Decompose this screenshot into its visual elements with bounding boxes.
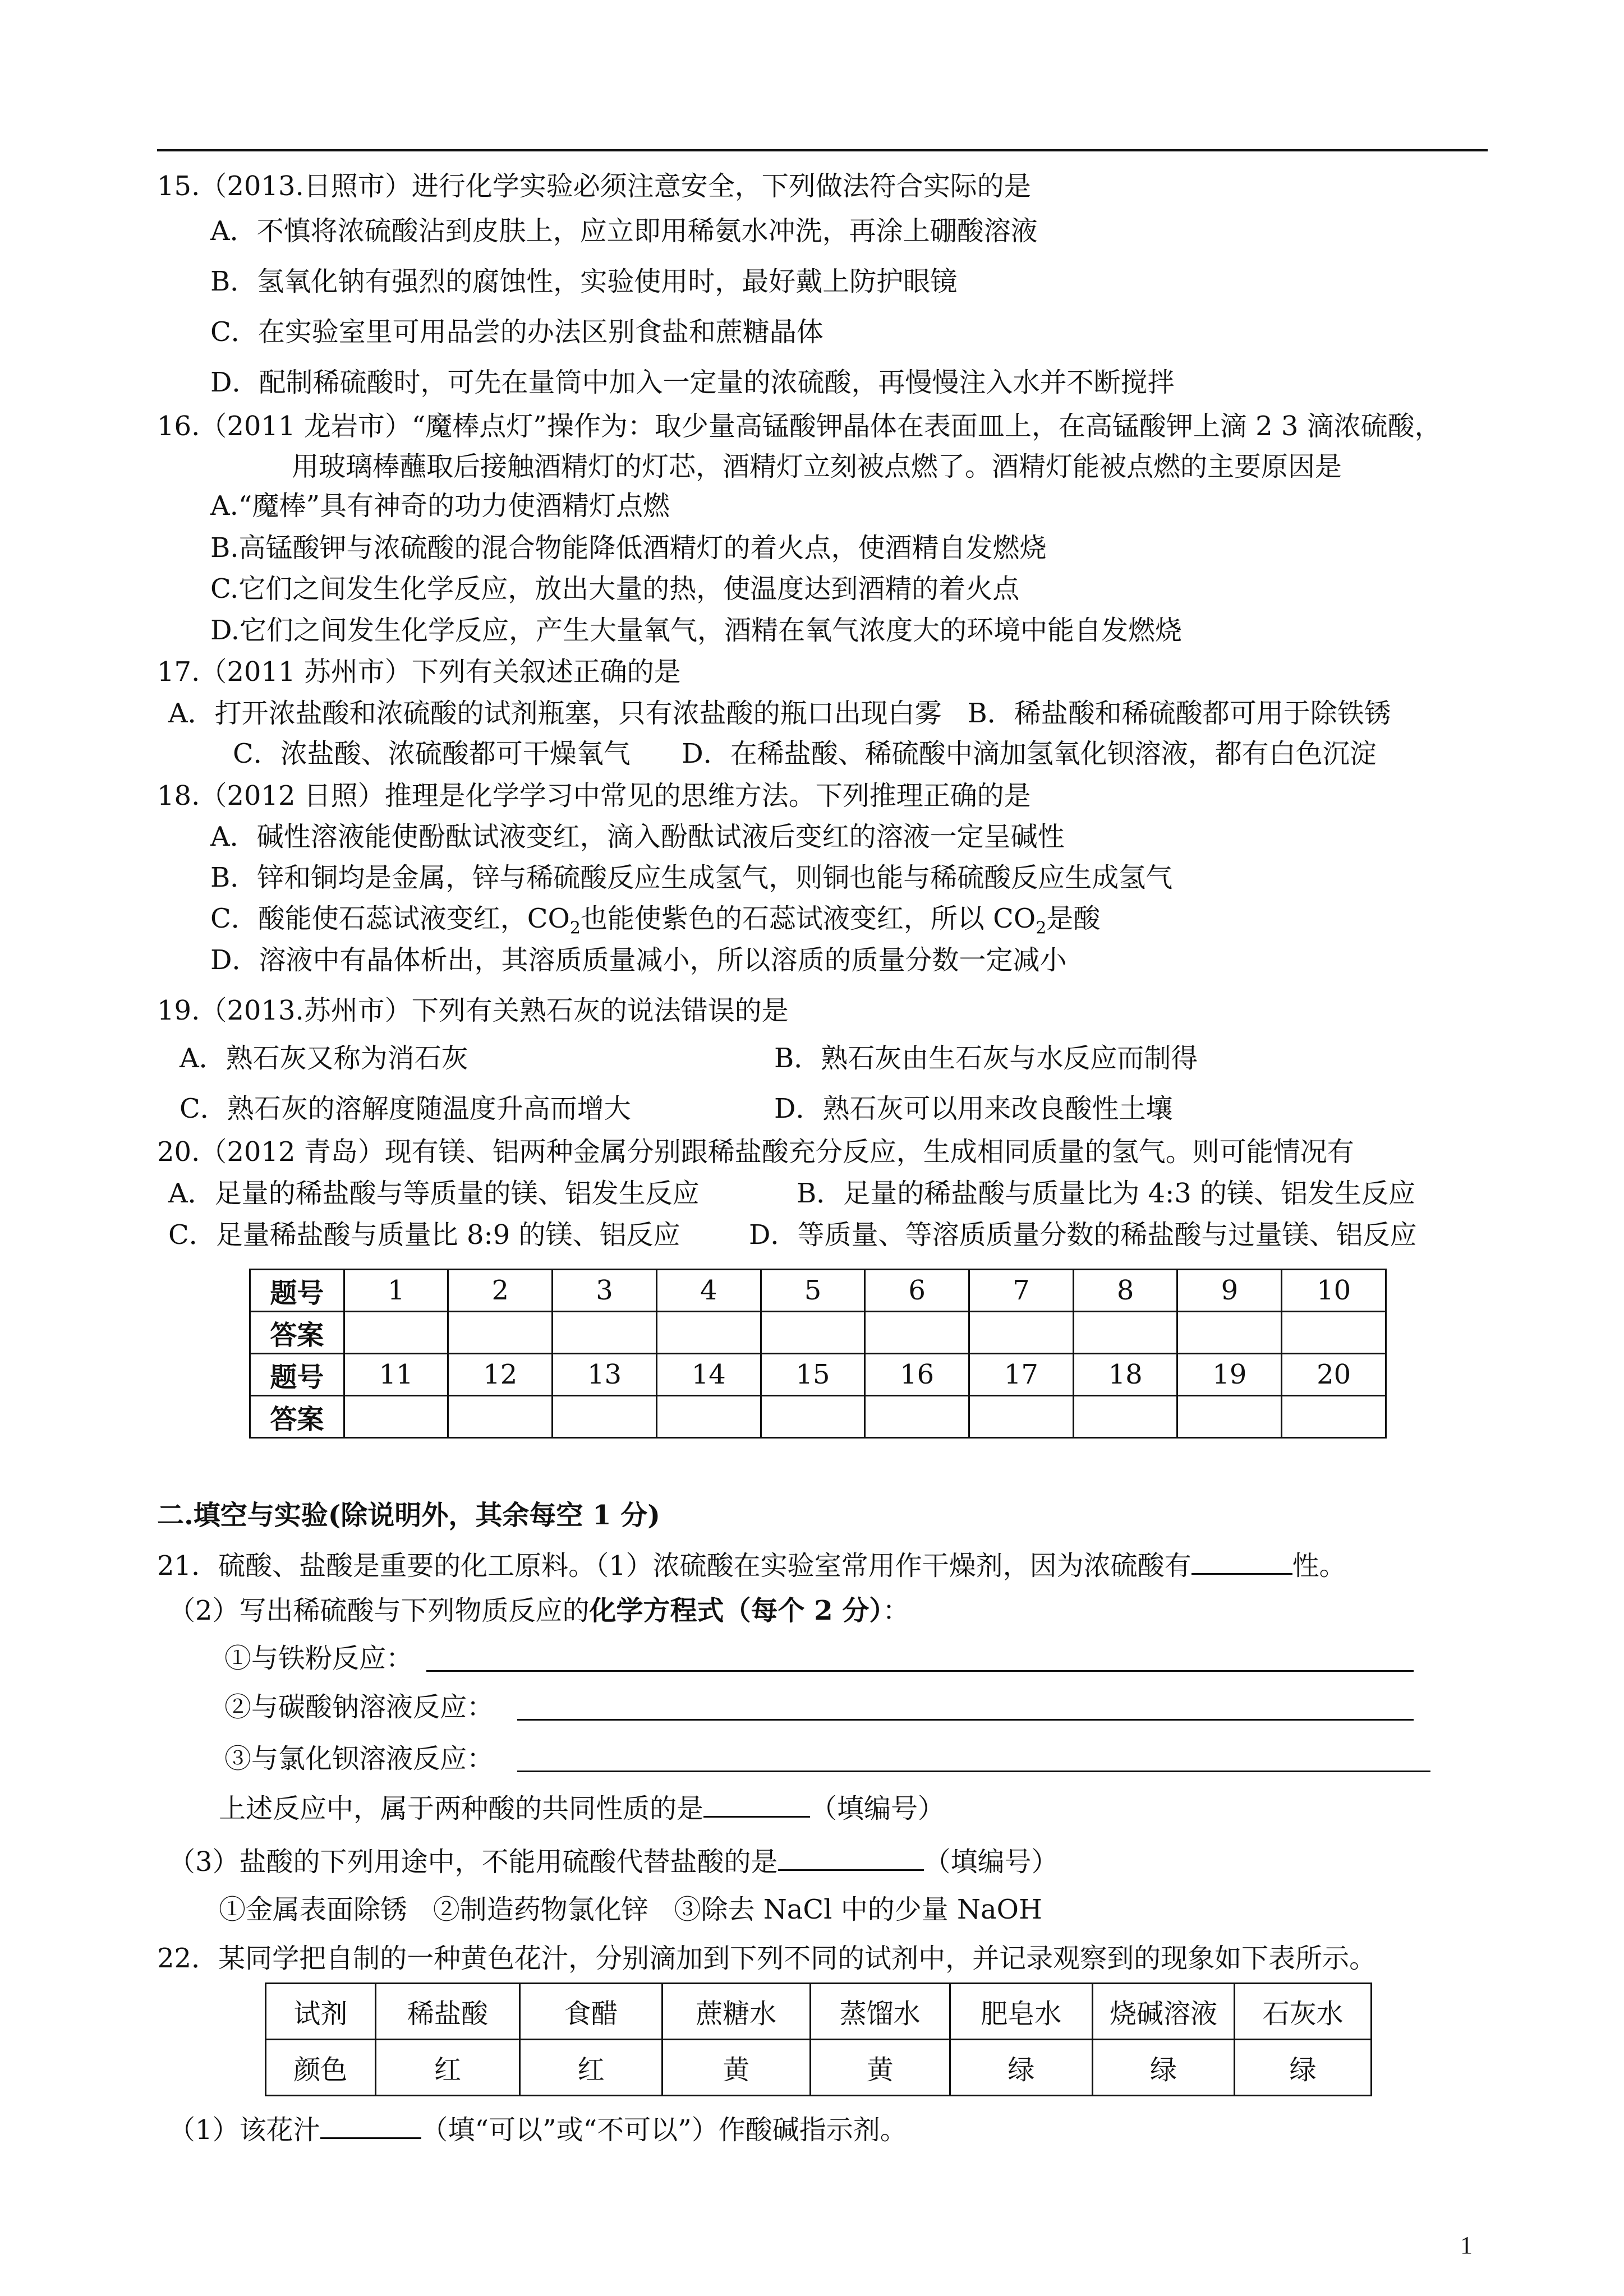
q15-stem: 15.（2013.日照市）进行化学实验必须注意安全，下列做法符合实际的是 [157, 170, 1031, 202]
q20-stem: 20.（2012 青岛）现有镁、铝两种金属分别跟稀盐酸充分反应，生成相同质量的氢气。则可能情况有 [157, 1136, 1354, 1168]
section2-heading: 二.填空与实验(除说明外，其余每空 1 分) [157, 1500, 660, 1531]
answer-cell[interactable] [969, 1312, 1074, 1354]
qnum-cell: 17 [969, 1354, 1074, 1396]
q20-option-c: C．足量稀盐酸与质量比 8:9 的镁、铝反应 [168, 1219, 680, 1251]
q21-uses: ①金属表面除锈 ②制造药物氯化锌 ③除去 NaCl 中的少量 NaOH [219, 1894, 1042, 1925]
q17-options-cd: C．浓盐酸、浓硫酸都可干燥氧气 D．在稀盐酸、稀硫酸中滴加氢氧化钡溶液，都有白色沉淀 [233, 738, 1377, 769]
table-row [266, 1984, 1372, 2040]
q21-part2 [168, 1593, 909, 1629]
qnum-cell: 14 [656, 1354, 761, 1396]
q18-c-sub1: 2 [569, 918, 581, 938]
answer-cell[interactable] [448, 1312, 553, 1354]
q18-c-part2: 也能使紫色的石蕊试液变红，所以 CO [580, 903, 1036, 934]
q21-reaction2-label: ②与碳酸钠溶液反应： [224, 1691, 494, 1723]
q21-reaction3-label: ③与氯化钡溶液反应： [224, 1743, 494, 1774]
qnum-cell: 1 [344, 1270, 448, 1312]
q21-stem-end: 性。 [1292, 1550, 1346, 1582]
qnum-cell: 11 [344, 1354, 448, 1396]
q22-part1-pre: （1）该花汁 [168, 2114, 320, 2146]
answer-cell[interactable] [656, 1312, 761, 1354]
qnum-cell: 12 [448, 1354, 553, 1396]
answer-cell[interactable] [448, 1396, 553, 1438]
q21-common-pre: 上述反应中，属于两种酸的共同性质的是 [219, 1793, 704, 1824]
qnum-label: 题号 [250, 1354, 344, 1396]
qnum-cell: 13 [553, 1354, 657, 1396]
q21-stem [157, 1546, 1346, 1584]
q18-option-a: A．碱性溶液能使酚酞试液变红，滴入酚酞试液后变红的溶液一定呈碱性 [210, 821, 1065, 852]
qnum-cell: 15 [761, 1354, 865, 1396]
q20-option-b: B．足量的稀盐酸与质量比为 4:3 的镁、铝发生反应 [797, 1178, 1416, 1209]
answer-cell[interactable] [969, 1396, 1074, 1438]
answer-table [249, 1269, 1387, 1439]
answer-cell[interactable] [761, 1396, 865, 1438]
answer-cell[interactable] [1282, 1396, 1386, 1438]
reagent-cell: 烧碱溶液 [1092, 1984, 1235, 2040]
q21-common-post: （填编号） [810, 1793, 945, 1824]
q21-part2-post: ： [882, 1595, 910, 1626]
q15-option-b: B．氢氧化钠有强烈的腐蚀性，实验使用时，最好戴上防护眼镜 [210, 266, 958, 297]
q21-blank-part3[interactable] [778, 1842, 924, 1871]
q19-option-a: A．熟石灰又称为消石灰 [180, 1043, 468, 1074]
answer-cell[interactable] [344, 1396, 448, 1438]
answer-cell[interactable] [1073, 1312, 1177, 1354]
q21-reaction3-blank[interactable] [517, 1771, 1430, 1772]
color-cell: 绿 [1235, 2040, 1372, 2096]
answer-cell[interactable] [1282, 1312, 1386, 1354]
q21-reaction1-label: ①与铁粉反应： [224, 1643, 413, 1674]
q21-blank-common[interactable] [703, 1789, 810, 1818]
table-row [266, 2040, 1372, 2096]
answer-cell[interactable] [1177, 1396, 1282, 1438]
table-row [250, 1270, 1386, 1312]
color-cell: 红 [520, 2040, 663, 2096]
answer-cell[interactable] [1073, 1396, 1177, 1438]
q16-option-b: B.高锰酸钾与浓硫酸的混合物能降低酒精灯的着火点，使酒精自发燃烧 [210, 532, 1047, 564]
q21-part3-post: （填编号） [923, 1846, 1059, 1878]
q21-reaction1-blank[interactable] [426, 1670, 1414, 1672]
q21-common-property [219, 1789, 945, 1827]
table-row [250, 1354, 1386, 1396]
q21-stem-text: 21．硫酸、盐酸是重要的化工原料。（1）浓硫酸在实验室常用作干燥剂，因为浓硫酸有 [157, 1550, 1191, 1582]
q16-stem-line1: 16.（2011 龙岩市）“魔棒点灯”操作为：取少量高锰酸钾晶体在表面皿上，在高锰酸钾上滴 2 3 滴浓硫酸， [157, 411, 1442, 442]
answer-cell[interactable] [761, 1312, 865, 1354]
q18-option-c [210, 901, 1100, 947]
q19-option-c: C．熟石灰的溶解度随温度升高而增大 [180, 1093, 631, 1124]
color-cell: 绿 [950, 2040, 1093, 2096]
q16-option-c: C.它们之间发生化学反应，放出大量的热，使温度达到酒精的着火点 [210, 573, 1020, 605]
answer-cell[interactable] [656, 1396, 761, 1438]
qnum-cell: 2 [448, 1270, 553, 1312]
answer-label: 答案 [250, 1396, 344, 1438]
reagent-cell: 石灰水 [1235, 1984, 1372, 2040]
qnum-cell: 4 [656, 1270, 761, 1312]
q20-option-d: D．等质量、等溶质质量分数的稀盐酸与过量镁、铝反应 [749, 1219, 1417, 1251]
answer-cell[interactable] [1177, 1312, 1282, 1354]
header-rule [157, 149, 1488, 151]
q15-option-a: A．不慎将浓硫酸沾到皮肤上，应立即用稀氨水冲洗，再涂上硼酸溶液 [210, 215, 1038, 247]
page-number: 1 [1460, 2232, 1473, 2259]
answer-cell[interactable] [865, 1396, 969, 1438]
color-cell: 红 [375, 2040, 520, 2096]
qnum-cell: 10 [1282, 1270, 1386, 1312]
answer-cell[interactable] [865, 1312, 969, 1354]
reagent-cell: 肥皂水 [950, 1984, 1093, 2040]
q19-option-b: B．熟石灰由生石灰与水反应而制得 [774, 1043, 1198, 1074]
answer-label: 答案 [250, 1312, 344, 1354]
q18-c-sub2: 2 [1036, 918, 1047, 938]
q18-c-part1: C．酸能使石蕊试液变红，CO [210, 903, 570, 934]
q21-part2-bold: 化学方程式（每个 2 分） [589, 1595, 883, 1626]
q16-option-a: A.“魔棒”具有神奇的功力使酒精灯点燃 [210, 490, 670, 522]
q22-part1 [168, 2110, 907, 2148]
color-header: 颜色 [266, 2040, 376, 2096]
qnum-cell: 5 [761, 1270, 865, 1312]
q18-stem: 18.（2012 日照）推理是化学学习中常见的思维方法。下列推理正确的是 [157, 780, 1031, 812]
qnum-cell: 8 [1073, 1270, 1177, 1312]
q18-c-part3: 是酸 [1046, 903, 1101, 934]
q18-option-b: B．锌和铜均是金属，锌与稀硫酸反应生成氢气，则铜也能与稀硫酸反应生成氢气 [210, 862, 1173, 893]
reagent-cell: 蒸馏水 [810, 1984, 950, 2040]
color-cell: 黄 [662, 2040, 810, 2096]
q20-option-a: A．足量的稀盐酸与等质量的镁、铝发生反应 [168, 1178, 700, 1209]
table-row [250, 1312, 1386, 1354]
indicator-table [265, 1983, 1372, 2096]
qnum-cell: 20 [1282, 1354, 1386, 1396]
q22-blank-part1[interactable] [320, 2110, 421, 2139]
q17-stem: 17.（2011 苏州市）下列有关叙述正确的是 [157, 656, 681, 688]
q21-part3-pre: （3）盐酸的下列用途中，不能用硫酸代替盐酸的是 [168, 1846, 778, 1878]
qnum-cell: 6 [865, 1270, 969, 1312]
q22-stem: 22．某同学把自制的一种黄色花汁，分别滴加到下列不同的试剂中，并记录观察到的现象如下表所示。 [157, 1943, 1377, 1974]
qnum-cell: 9 [1177, 1270, 1282, 1312]
q19-stem: 19.（2013.苏州市）下列有关熟石灰的说法错误的是 [157, 995, 789, 1026]
q21-part2-pre: （2）写出稀硫酸与下列物质反应的 [168, 1595, 590, 1626]
color-cell: 黄 [810, 2040, 950, 2096]
answer-cell[interactable] [553, 1396, 657, 1438]
qnum-cell: 3 [553, 1270, 657, 1312]
answer-cell[interactable] [344, 1312, 448, 1354]
reagent-cell: 食醋 [520, 1984, 663, 2040]
reagent-cell: 稀盐酸 [375, 1984, 520, 2040]
q19-option-d: D．熟石灰可以用来改良酸性土壤 [774, 1093, 1173, 1124]
reagent-header: 试剂 [266, 1984, 376, 2040]
q16-stem-line2: 用玻璃棒蘸取后接触酒精灯的灯芯，酒精灯立刻被点燃了。酒精灯能被点燃的主要原因是 [292, 451, 1342, 482]
q21-part3 [168, 1842, 1059, 1880]
qnum-cell: 7 [969, 1270, 1074, 1312]
q21-blank-property[interactable] [1191, 1546, 1292, 1575]
q15-option-d: D．配制稀硫酸时，可先在量筒中加入一定量的浓硫酸，再慢慢注入水并不断搅拌 [210, 367, 1175, 398]
qnum-label: 题号 [250, 1270, 344, 1312]
q22-part1-post: （填“可以”或“不可以”）作酸碱指示剂。 [421, 2114, 907, 2146]
qnum-cell: 19 [1177, 1354, 1282, 1396]
q16-option-d: D.它们之间发生化学反应，产生大量氧气，酒精在氧气浓度大的环境中能自发燃烧 [210, 615, 1183, 646]
q21-reaction2-blank[interactable] [517, 1719, 1414, 1721]
q17-options-ab: A．打开浓盐酸和浓硫酸的试剂瓶塞，只有浓盐酸的瓶口出现白雾 B．稀盐酸和稀硫酸都可用于除铁锈 [168, 698, 1391, 729]
color-cell: 绿 [1092, 2040, 1235, 2096]
q15-option-c: C．在实验室里可用品尝的办法区别食盐和蔗糖晶体 [210, 316, 823, 348]
reagent-cell: 蔗糖水 [662, 1984, 810, 2040]
table-row [250, 1396, 1386, 1438]
qnum-cell: 16 [865, 1354, 969, 1396]
q18-option-d: D．溶液中有晶体析出，其溶质质量减小，所以溶质的质量分数一定减小 [210, 944, 1067, 976]
qnum-cell: 18 [1073, 1354, 1177, 1396]
answer-cell[interactable] [553, 1312, 657, 1354]
